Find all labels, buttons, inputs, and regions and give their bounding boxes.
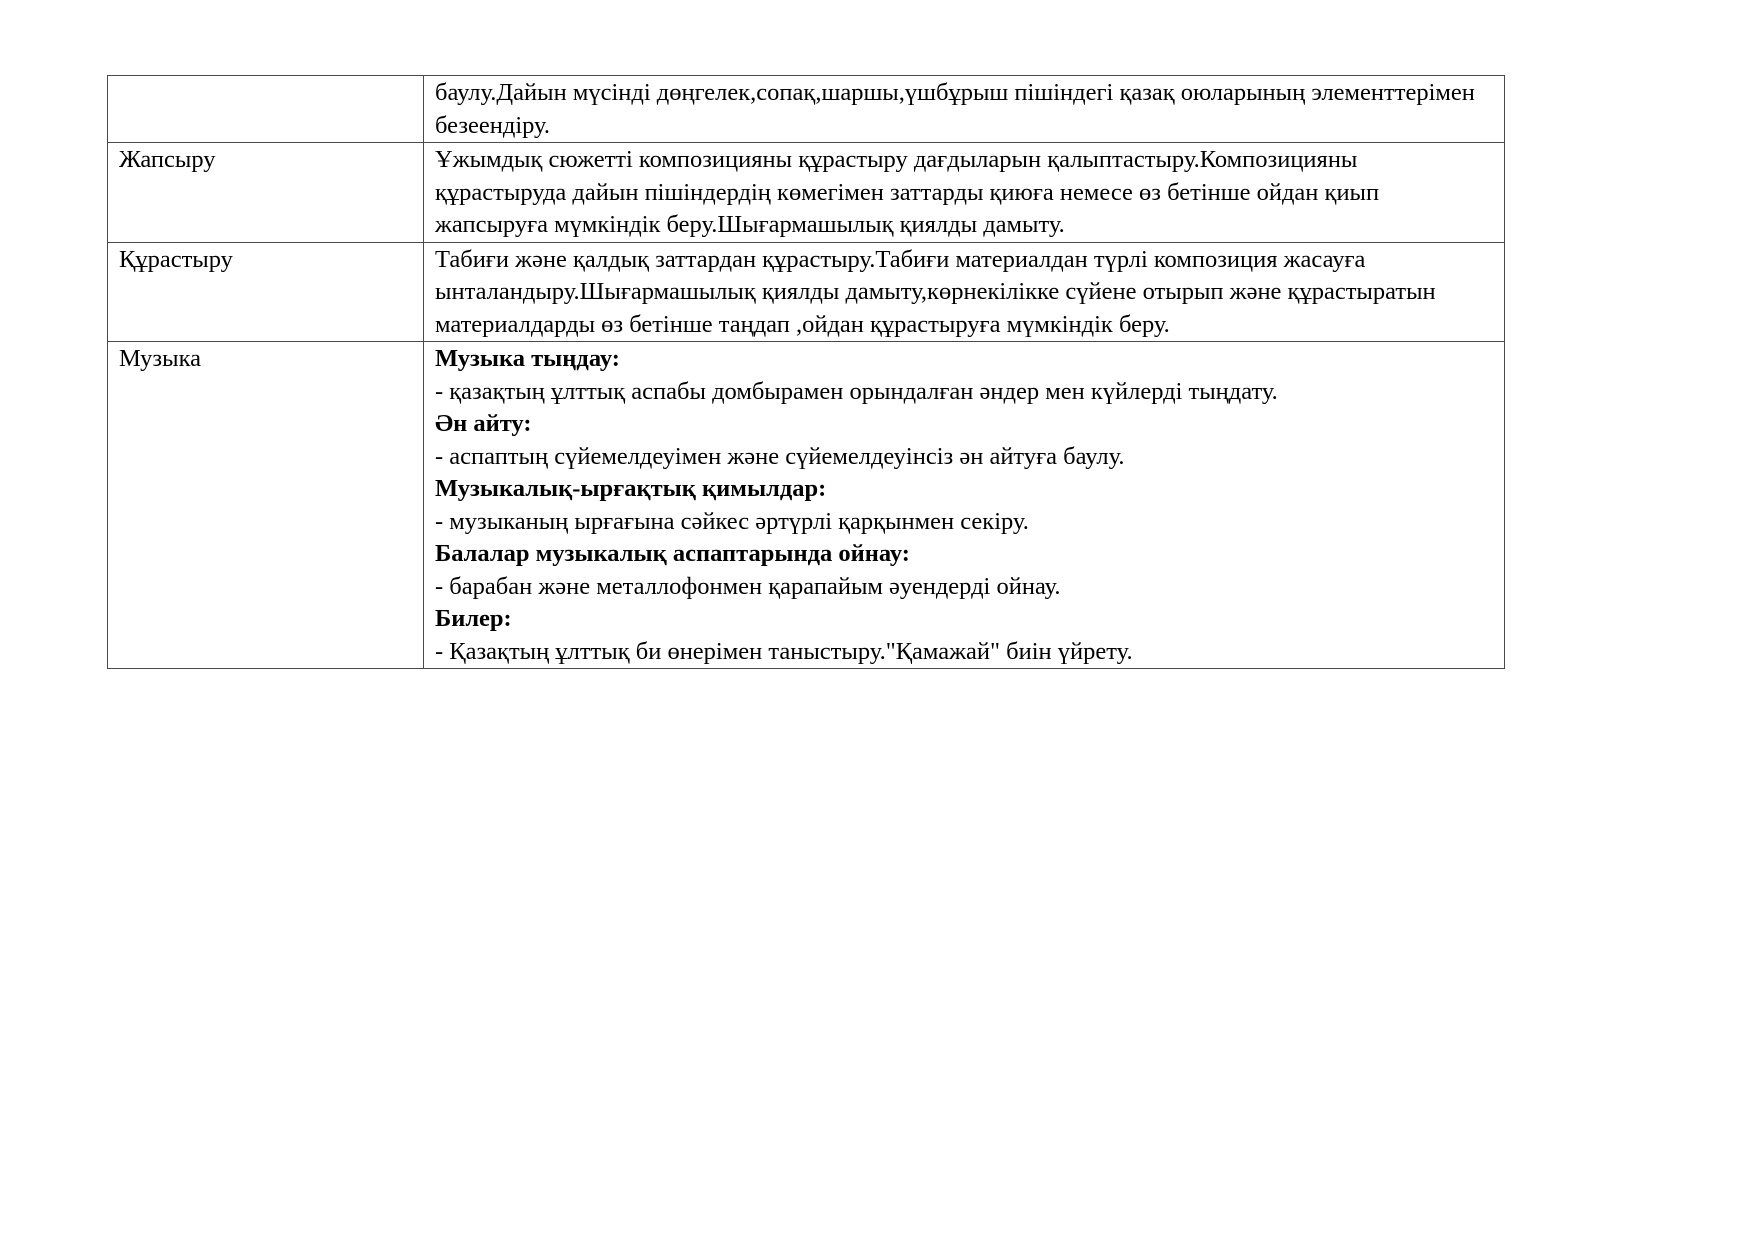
subject-cell: Құрастыру (108, 242, 424, 342)
section-text: - музыканың ырғағына сәйкес әртүрлі қарқынмен секіру. (435, 507, 1029, 535)
table-row (108, 242, 1505, 342)
content-cell: баулу.Дайын мүсінді дөңгелек,сопақ,шаршы,үшбұрыш пішіндегі қазақ оюларының элементтерімен безеендіру. (424, 76, 1505, 143)
section-heading: Музыкалық-ырғақтық қимылдар: (435, 475, 827, 502)
section-text: - Қазақтың ұлттық би өнерімен таныстыру."Қамажай" биін үйрету. (435, 637, 1133, 665)
section-heading: Балалар музыкалық аспаптарында ойнау: (435, 540, 910, 567)
section-heading: Ән айту: (435, 410, 532, 437)
subject-cell: Музыка (108, 342, 424, 669)
curriculum-table (107, 75, 1505, 669)
content-cell: Ұжымдық сюжетті композицияны құрастыру дағдыларын қалыптастыру.Композицияны құрастыруда дайын пішіндердің көмегімен заттарды қиюға немесе өз бетінше ойдан қиып жапсыруға мүмкіндік беру.Шығармашылық қиялды дамыту. (424, 143, 1505, 243)
section-heading: Билер: (435, 605, 512, 632)
content-cell: Табиғи және қалдық заттардан құрастыру.Табиғи материалдан түрлі композиция жасауға ынталандыру.Шығармашылық қиялды дамыту,көрнекілікке сүйене отырып және құрастыратын материалдарды өз бетінше таңдап ,ойдан құрастыруға мүмкіндік беру. (424, 242, 1505, 342)
table-row (108, 76, 1505, 143)
section-heading: Музыка тыңдау: (435, 345, 620, 372)
subject-cell: Жапсыру (108, 143, 424, 243)
section-text: - барабан және металлофонмен қарапайым әуендерді ойнау. (435, 572, 1061, 600)
subject-cell (108, 76, 424, 143)
section-text: - аспаптың сүйемелдеуімен және сүйемелдеуінсіз ән айтуға баулу. (435, 442, 1125, 470)
content-cell (424, 342, 1505, 669)
table-row (108, 143, 1505, 243)
table-row (108, 342, 1505, 669)
section-text: - қазақтың ұлттық аспабы домбырамен орындалған әндер мен күйлерді тыңдату. (435, 377, 1278, 405)
